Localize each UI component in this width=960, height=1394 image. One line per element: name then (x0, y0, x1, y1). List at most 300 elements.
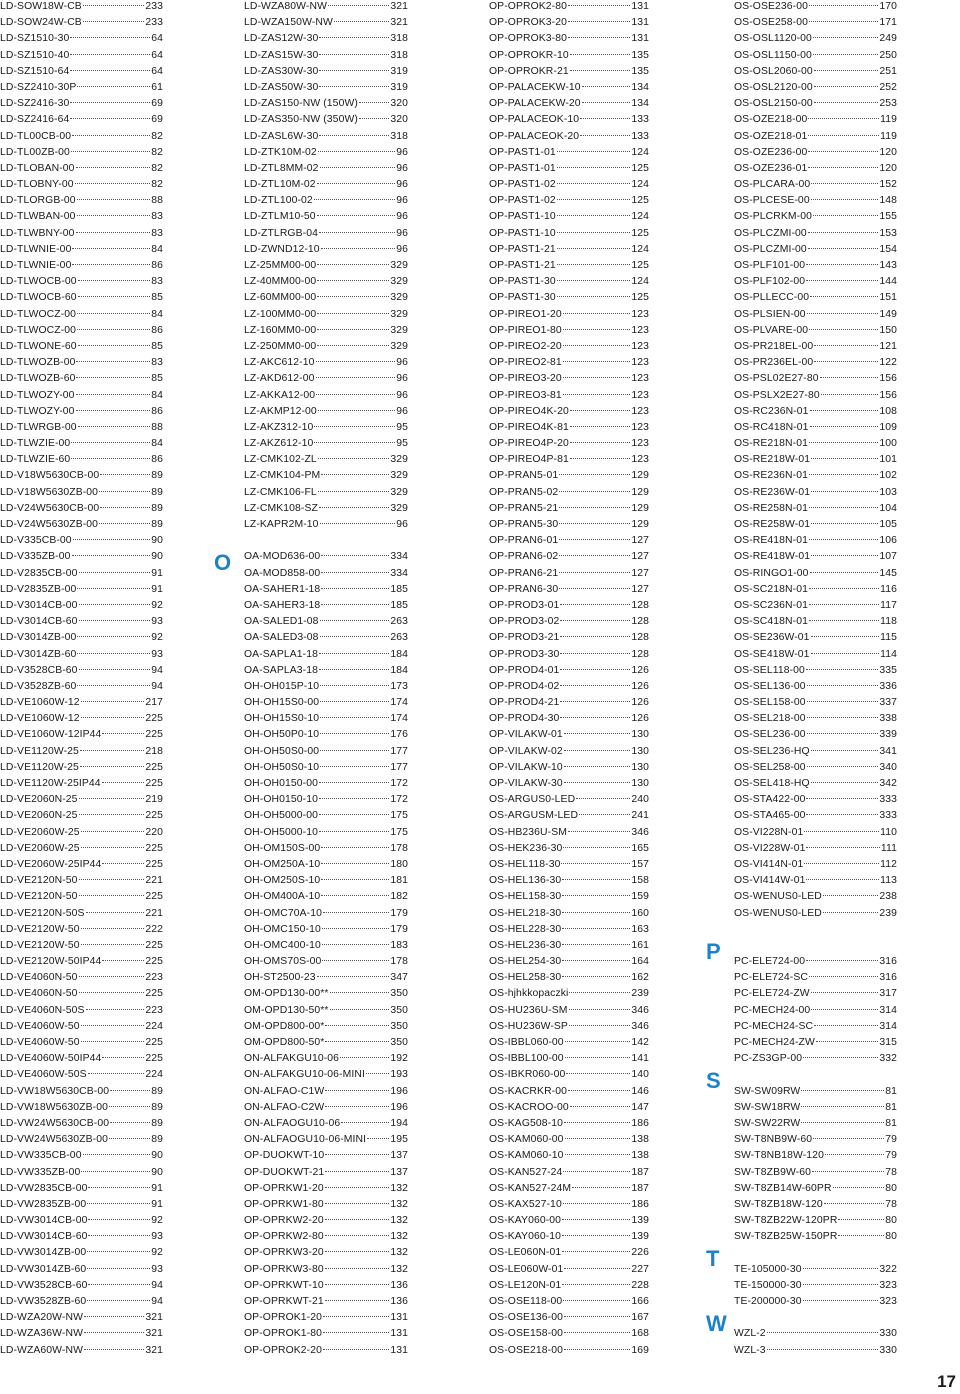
product-code: LD-VE2120N-50 (0, 891, 78, 903)
dot-leader (319, 54, 389, 55)
index-entry (0, 1132, 163, 1148)
dot-leader (319, 831, 389, 832)
dot-leader (319, 232, 395, 233)
index-entry (734, 517, 897, 533)
product-code: LZ-AKKA12-00 (244, 389, 316, 401)
page-reference: 321 (145, 1344, 163, 1356)
index-entry (0, 1181, 163, 1197)
product-code: LD-WZA36W-NW (0, 1328, 83, 1340)
index-entry (734, 1051, 897, 1067)
product-code: LD-SOW18W-CB (0, 1, 82, 12)
dot-leader (325, 1219, 390, 1220)
dot-leader (565, 1138, 631, 1139)
dot-leader (320, 733, 389, 734)
index-entry (0, 1229, 163, 1245)
dot-leader (562, 1284, 630, 1285)
page-reference: 138 (631, 1134, 649, 1146)
index-entry (734, 647, 897, 663)
product-code: OS-STA422-00 (734, 794, 806, 806)
dot-leader (559, 588, 630, 589)
product-code: LD-ZTL8MM-02 (244, 162, 319, 174)
dot-leader (801, 1106, 884, 1107)
product-code: OS-SEL118-00 (734, 664, 805, 676)
product-code: SW-T8NB18W-120 (734, 1150, 824, 1162)
product-code: LD-ZAS12W-30 (244, 33, 319, 45)
page-reference: 92 (151, 1247, 163, 1259)
product-code: OS-SEL236-HQ (734, 745, 810, 757)
product-code: LZ-AKD612-00 (244, 373, 315, 385)
index-entry (244, 566, 408, 582)
index-entry (489, 226, 649, 242)
product-code: SW-SW22RW (734, 1117, 801, 1129)
dot-leader (559, 523, 630, 524)
page-reference: 178 (390, 956, 408, 968)
product-code: OS-OSE158-00 (489, 1328, 563, 1340)
product-code: OS-LE120N-01 (489, 1279, 562, 1291)
section-letter: S (706, 1068, 721, 1094)
page-reference: 126 (631, 697, 649, 709)
dot-leader (557, 280, 631, 281)
page-reference: 225 (145, 729, 163, 741)
dot-leader (569, 1009, 631, 1010)
product-code: LD-VE4060W-50 (0, 1020, 80, 1032)
section-letter: W (706, 1311, 727, 1337)
product-code: LD-VE2060N-25 (0, 810, 78, 822)
page-reference: 79 (885, 1134, 897, 1146)
index-entry (489, 193, 649, 209)
dot-leader (77, 215, 151, 216)
index-entry (244, 582, 408, 598)
page-reference: 100 (879, 438, 897, 450)
product-code: OP-DUOKWT-10 (244, 1150, 325, 1162)
dot-leader (76, 232, 151, 233)
page-reference: 178 (390, 842, 408, 854)
index-entry (0, 129, 163, 145)
page-reference: 333 (879, 794, 897, 806)
dot-leader (81, 1171, 150, 1172)
dot-leader (83, 5, 145, 6)
product-code: LD-VW18W5630CB-00 (0, 1085, 110, 1097)
dot-leader (334, 21, 390, 22)
page-reference: 156 (879, 373, 897, 385)
dot-leader (813, 215, 878, 216)
dot-leader (564, 1122, 630, 1123)
index-entry (0, 242, 163, 258)
page-reference: 94 (151, 1279, 163, 1291)
page-reference: 118 (880, 616, 897, 628)
index-entry (489, 906, 649, 922)
page-reference: 93 (151, 616, 163, 628)
dot-leader (809, 604, 879, 605)
page-reference: 148 (879, 195, 897, 207)
index-entry (489, 776, 649, 792)
page-reference: 329 (390, 502, 408, 514)
dot-leader (570, 1106, 631, 1107)
page-reference: 142 (631, 1037, 649, 1048)
page-reference: 196 (390, 1101, 408, 1113)
dot-leader (562, 1219, 630, 1220)
index-entry (244, 1132, 408, 1148)
page-reference: 129 (631, 502, 649, 514)
dot-leader (565, 1154, 631, 1155)
index-entry (244, 1310, 408, 1326)
product-code: PC-MECH24-00 (734, 1004, 811, 1016)
dot-leader (78, 296, 151, 297)
page-reference: 337 (879, 697, 897, 709)
index-entry (734, 420, 897, 436)
index-entry (0, 290, 163, 306)
dot-leader (81, 701, 145, 702)
product-code: PC-ELE724-SC (734, 972, 808, 984)
dot-leader (823, 912, 878, 913)
dot-leader (319, 669, 389, 670)
product-code: OS-PLCZMI-00 (734, 243, 807, 255)
product-code: LD-TLWOZB-00 (0, 357, 76, 369)
dot-leader (561, 863, 630, 864)
dot-leader (806, 798, 878, 799)
product-code: OP-OPRKWT-21 (244, 1296, 324, 1307)
product-code: LD-TLWNIE-00 (0, 260, 72, 271)
index-entry (489, 0, 649, 15)
product-code: LZ-160MM0-00 (244, 324, 317, 336)
dot-leader (559, 555, 630, 556)
dot-leader (325, 1203, 390, 1204)
dot-leader (565, 1041, 631, 1042)
page-reference: 174 (390, 713, 408, 725)
page-reference: 88 (151, 421, 163, 433)
dot-leader (562, 944, 630, 945)
product-code: OP-OPROK3-80 (489, 33, 567, 45)
dot-leader (811, 183, 878, 184)
product-code: OP-PROD3-21 (489, 632, 560, 644)
dot-leader (564, 782, 631, 783)
dot-leader (811, 523, 878, 524)
page-reference: 96 (396, 211, 408, 223)
page-reference: 241 (631, 810, 649, 822)
page-reference: 181 (390, 875, 408, 887)
index-entry (244, 647, 408, 663)
index-entry (489, 1213, 649, 1229)
index-entry (244, 1262, 408, 1278)
index-entry (489, 371, 649, 387)
page-reference: 225 (145, 1037, 163, 1048)
page-reference: 320 (390, 114, 408, 126)
product-code: LD-TLWZIE-00 (0, 438, 71, 450)
product-code: OP-PRAN6-21 (489, 567, 559, 579)
page-reference: 329 (390, 292, 408, 304)
dot-leader (72, 555, 151, 556)
index-entry (734, 0, 897, 15)
page-reference: 151 (879, 292, 897, 304)
dot-leader (563, 377, 631, 378)
page-reference: 222 (145, 923, 163, 935)
dot-leader (816, 1041, 878, 1042)
page-reference: 82 (151, 146, 163, 158)
dot-leader (341, 1122, 389, 1123)
product-code: LD-SZ2416-64 (0, 114, 70, 126)
dot-leader (568, 37, 630, 38)
product-code: LD-TLWOCB-60 (0, 292, 77, 304)
page-reference: 130 (631, 778, 649, 789)
dot-leader (557, 264, 631, 265)
page-reference: 169 (631, 1344, 649, 1356)
index-entry (244, 1003, 408, 1019)
index-entry (489, 468, 649, 484)
index-entry (489, 1003, 649, 1019)
index-entry (489, 96, 649, 112)
index-entry (244, 1229, 408, 1245)
dot-leader (88, 1073, 145, 1074)
product-code: LD-TLORGB-00 (0, 195, 76, 207)
product-code: LD-ZWND12-10 (244, 243, 320, 255)
page-reference: 263 (390, 616, 408, 628)
page-reference: 174 (390, 697, 408, 709)
page-reference: 91 (151, 1182, 163, 1194)
page-reference: 160 (631, 907, 649, 919)
page-reference: 251 (879, 65, 897, 77)
page-reference: 128 (631, 599, 649, 611)
index-entry (244, 873, 408, 889)
product-code: LD-SZ2416-30 (0, 98, 70, 110)
index-entry (489, 307, 649, 323)
dot-leader (110, 1122, 150, 1123)
page-reference: 119 (880, 130, 897, 142)
index-entry (489, 792, 649, 808)
index-entry (0, 889, 163, 905)
dot-leader (100, 474, 150, 475)
dot-leader (320, 167, 396, 168)
dot-leader (81, 847, 145, 848)
dot-leader (560, 669, 630, 670)
index-entry (0, 371, 163, 387)
page-reference: 320 (390, 98, 408, 110)
page-reference: 165 (631, 842, 649, 854)
page-reference: 84 (151, 243, 163, 255)
page-reference: 112 (880, 858, 897, 870)
page-reference: 129 (631, 470, 649, 482)
dot-leader (102, 733, 144, 734)
dot-leader (76, 410, 151, 411)
product-code: OS-PLCZMI-00 (734, 227, 807, 239)
page-reference: 119 (880, 114, 897, 126)
product-code: OP-PAST1-10 (489, 227, 556, 239)
index-entry (734, 1019, 897, 1035)
page-reference: 91 (151, 567, 163, 579)
dot-leader (330, 1009, 390, 1010)
product-code: OH-OMC70A-10 (244, 907, 322, 919)
product-code: OS-PLCARA-00 (734, 179, 811, 191)
product-code: SW-T8ZB25W-150PR (734, 1231, 838, 1243)
dot-leader (809, 539, 878, 540)
page-reference: 182 (390, 891, 408, 903)
index-entry (0, 695, 163, 711)
product-code: OS-KAX527-10 (489, 1198, 562, 1210)
product-code: OP-PRAN6-01 (489, 535, 559, 547)
dot-leader (88, 1235, 150, 1236)
page-reference: 93 (151, 1263, 163, 1275)
dot-leader (321, 879, 389, 880)
product-code: LD-TLWOZY-00 (0, 405, 75, 417)
page-reference: 185 (390, 599, 408, 611)
page-reference: 221 (145, 875, 163, 887)
index-entry (489, 404, 649, 420)
page-reference: 132 (390, 1198, 408, 1210)
dot-leader (102, 782, 145, 783)
index-entry (734, 1278, 897, 1294)
product-code: OS-KAN527-24M (489, 1182, 572, 1194)
product-code: OS-SE236W-01 (734, 632, 810, 644)
dot-leader (81, 717, 145, 718)
dot-leader (87, 1268, 150, 1269)
page-reference: 314 (879, 1020, 897, 1032)
index-entry (734, 501, 897, 517)
dot-leader (813, 37, 878, 38)
index-entry (489, 582, 649, 598)
product-code: OA-MOD636-00 (244, 551, 321, 563)
product-code: LD-ZTL100-02 (244, 195, 313, 207)
dot-leader (809, 329, 878, 330)
product-code: LD-TLOBAN-00 (0, 162, 75, 174)
product-code: LD-TL00ZB-00 (0, 146, 70, 158)
page-reference: 130 (631, 745, 649, 757)
page-reference: 86 (151, 405, 163, 417)
page-reference: 323 (879, 1296, 897, 1307)
index-entry (0, 630, 163, 646)
page-reference: 225 (145, 778, 163, 789)
dot-leader (806, 264, 878, 265)
dot-leader (809, 21, 878, 22)
index-entry (244, 614, 408, 630)
dot-leader (813, 54, 878, 55)
index-entry (244, 1100, 408, 1116)
product-code: LD-VE2060W-25 (0, 842, 80, 854)
index-entry (244, 242, 408, 258)
page-reference: 129 (631, 486, 649, 498)
index-entry (489, 711, 649, 727)
page-reference: 330 (879, 1344, 897, 1356)
dot-leader (809, 588, 879, 589)
page-reference: 86 (151, 454, 163, 466)
dot-leader (560, 604, 630, 605)
product-code: OS-SEL236-00 (734, 729, 806, 741)
dot-leader (568, 21, 630, 22)
dot-leader (71, 458, 150, 459)
page-reference: 78 (885, 1166, 897, 1178)
dot-leader (325, 1284, 390, 1285)
index-entry (0, 468, 163, 484)
section-letter: O (214, 549, 232, 575)
dot-leader (807, 313, 879, 314)
index-entry (244, 776, 408, 792)
index-entry (734, 80, 897, 96)
index-entry (489, 31, 649, 47)
product-code: OP-OPROK3-20 (489, 17, 567, 29)
product-code: OH-OMC400-10 (244, 939, 321, 951)
dot-leader (366, 1073, 389, 1074)
page-reference: 239 (631, 988, 649, 1000)
product-code: OP-OPRKW3-20 (244, 1247, 324, 1259)
product-code: OH-OH15S0-10 (244, 713, 320, 725)
dot-leader (77, 86, 150, 87)
page-reference: 192 (390, 1053, 408, 1065)
section-gap (734, 1245, 897, 1261)
index-entry (734, 161, 897, 177)
product-code: OP-PALACEOK-10 (489, 114, 580, 126)
dot-leader (317, 345, 389, 346)
dot-leader (109, 1106, 150, 1107)
product-code: OS-PLF101-00 (734, 260, 806, 271)
index-entry (0, 954, 163, 970)
dot-leader (99, 523, 150, 524)
index-entry (244, 161, 408, 177)
index-entry (0, 1165, 163, 1181)
index-entry (244, 1116, 408, 1132)
product-code: LD-TLOBNY-00 (0, 179, 74, 191)
product-code: LZ-AKMP12-00 (244, 405, 317, 417)
product-code: LD-V3014CB-00 (0, 599, 78, 611)
page-reference: 127 (631, 551, 649, 563)
product-code: OS-KAM060-10 (489, 1150, 564, 1162)
product-code: OS-IBKR060-00 (489, 1069, 566, 1081)
page-reference: 94 (151, 680, 163, 692)
page-reference: 149 (879, 308, 897, 320)
dot-leader (806, 814, 878, 815)
product-code: OP-PIREO4K-20 (489, 405, 569, 417)
dot-leader (325, 1106, 389, 1107)
product-code: OS-PSL02E27-80 (734, 373, 819, 385)
dot-leader (87, 1203, 150, 1204)
page-reference: 183 (390, 939, 408, 951)
product-code: LD-V18W5630ZB-00 (0, 486, 99, 498)
page-reference: 239 (879, 907, 897, 919)
product-code: LZ-100MM0-00 (244, 308, 317, 320)
dot-leader (569, 992, 630, 993)
dot-leader (314, 426, 395, 427)
index-entry (489, 938, 649, 954)
product-code: OH-OH5000-10 (244, 826, 318, 838)
dot-leader (78, 280, 151, 281)
product-code: OS-HEL236-30 (489, 939, 562, 951)
index-entry (244, 1148, 408, 1164)
page-reference: 80 (885, 1182, 897, 1194)
page-reference: 89 (151, 1101, 163, 1113)
dot-leader (70, 118, 150, 119)
index-entry (734, 873, 897, 889)
product-code: OS-RE218N-01 (734, 438, 808, 450)
product-code: OS-SEL418-HQ (734, 778, 810, 789)
dot-leader (325, 1090, 389, 1091)
page-reference: 80 (885, 1231, 897, 1243)
dot-leader (564, 733, 631, 734)
product-code: OS-OSL1150-00 (734, 49, 812, 61)
index-entry (489, 1067, 649, 1083)
index-entry (734, 1003, 897, 1019)
dot-leader (559, 539, 630, 540)
index-entry (0, 452, 163, 468)
product-code: LZ-CMK104-PM (244, 470, 321, 482)
index-entry (244, 307, 408, 323)
dot-leader (824, 1203, 884, 1204)
page-reference: 82 (151, 130, 163, 142)
page-reference: 180 (390, 858, 408, 870)
page-reference: 318 (390, 49, 408, 61)
product-code: OP-PAST1-21 (489, 243, 556, 255)
product-code: LD-ZAS50W-30 (244, 81, 319, 93)
product-code: OP-OPRKWT-10 (244, 1279, 324, 1291)
dot-leader (76, 167, 151, 168)
dot-leader (320, 766, 389, 767)
index-entry (0, 825, 163, 841)
